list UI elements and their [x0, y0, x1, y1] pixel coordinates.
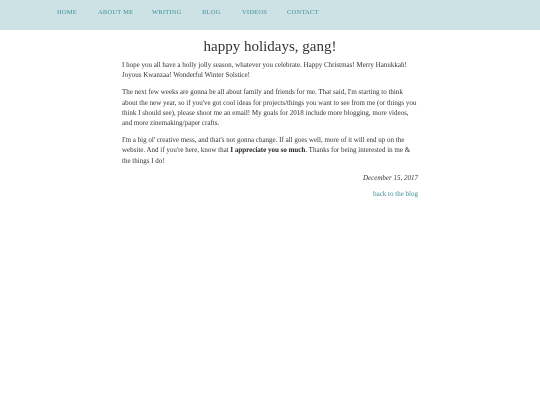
post-paragraph-1: I hope you all have a holly jolly season, whatever you celebrate. Happy Christmas! Merry Hanukkah! Joyous Kwanzaa! Wonderful Winter Solstice!: [122, 61, 407, 80]
post-date: December 15, 2017: [362, 173, 418, 182]
back-to-blog-link[interactable]: back to the blog: [373, 189, 418, 198]
nav-writing-link[interactable]: WRITING: [152, 9, 182, 16]
nav-videos-link[interactable]: VIDEOS: [242, 9, 268, 16]
nav-contact-link[interactable]: CONTACT: [287, 9, 319, 16]
paragraph-3-text-start: I'm a big ol' creative mess, and that's not gonna change. If all goes well, more of it will end up on the website. And if you're here, know that: [122, 136, 405, 155]
post-title: happy holidays, gang!: [203, 39, 337, 55]
post-paragraph-3: [122, 135, 418, 166]
paragraph-3-text-end: . Thanks for being interested in me & the things I do!: [122, 146, 411, 165]
post-paragraph-2: The next few weeks are gonna be all about family and friends for me. That said, I'm starting to think about the new year, so if you've got cool ideas for projects/things you want to see from me (or things you think I should see), please shoot me an email! My goals for 2018 include more blogging, more videos, and more zinemaking/paper crafts.: [122, 88, 417, 128]
blog-post: [122, 37, 418, 199]
nav-about-me-link[interactable]: ABOUT ME: [98, 9, 134, 16]
nav-home-link[interactable]: HOME: [57, 9, 77, 16]
bold-appreciation-text: I appreciate you so much: [230, 146, 306, 155]
top-navbar: [0, 0, 540, 30]
nav-blog-link[interactable]: BLOG: [202, 9, 221, 16]
